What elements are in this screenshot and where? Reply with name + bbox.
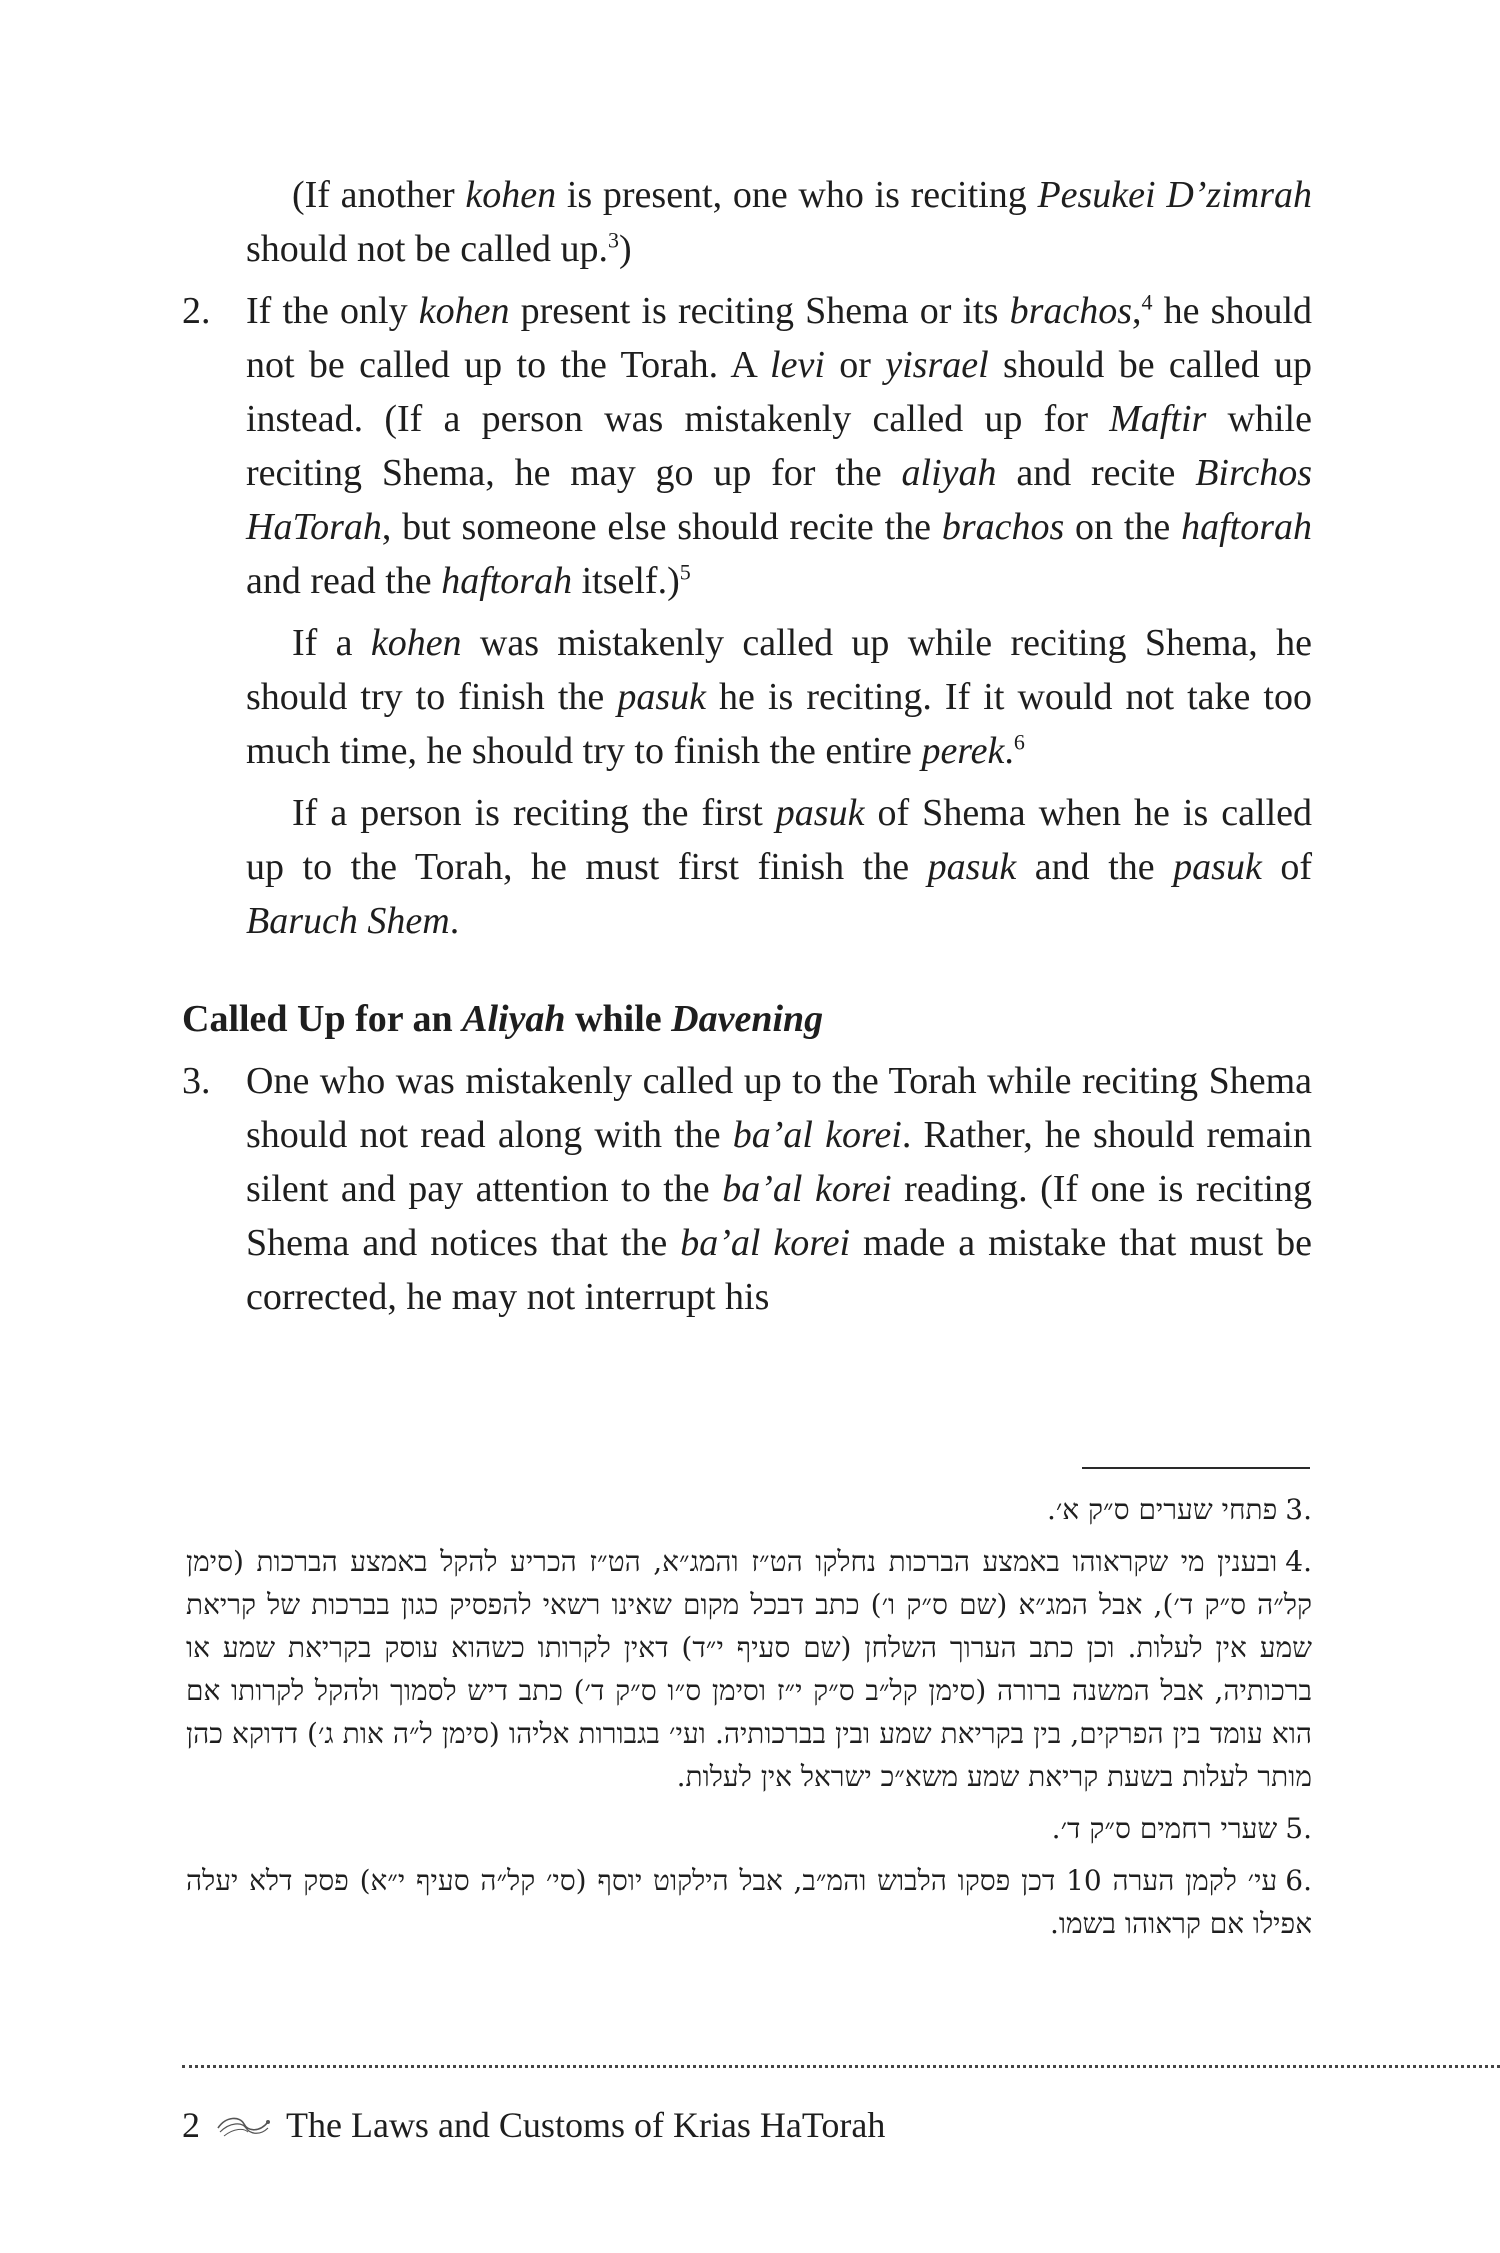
footnote-number: .6 bbox=[1285, 1864, 1312, 1897]
text-run: he is reciting. If it would not take too much time, he should try to finish the entire bbox=[246, 676, 1312, 772]
italic-term: Baruch Shem bbox=[246, 900, 450, 942]
footnote-text: שערי רחמים ס״ק ד׳. bbox=[1051, 1812, 1278, 1845]
text-run: or bbox=[824, 344, 886, 386]
italic-term: Birchos HaTorah bbox=[246, 452, 1313, 548]
footnote-text: ובענין מי שקראוהו באמצע הברכות נחלקו הט״ז והמג״א, הט״ז הכריע להקל באמצע הברכות (סימן קל״ה ס״ק ד׳), אבל המג״א (שם ס״ק ו׳) כתב דבכל מקום שאינו רשאי להפסיק כגון בברכות של קריאת שמע אין לעלות. וכן כתב הערוך השלחן (שם סעיף י״ד) דאין לקרותו כשהוא עוסק בקריאת שמע או ברכותיה, אבל המשנה ברורה (סימן קל״ב ס״ק י״ז וסימן ס״ו ס״ק ד׳) כתב דיש לסמוך ולהקל לקרותו אם הוא עומד בין הפרקים, בין בקריאת שמע ובין בברכותיה. ועי׳ בגבורות אליהו (סימן ל״ה אות ג׳) דדוקא כהן מותר לעלות בשעת קריאת שמע משא״כ ישראל אין לעלות. bbox=[186, 1545, 1312, 1793]
italic-term: kohen bbox=[418, 290, 510, 332]
text-run: while reciting Shema, he may go up for the bbox=[246, 398, 1312, 494]
footnote-number: .4 bbox=[1285, 1545, 1312, 1578]
footnotes bbox=[186, 1488, 1312, 1954]
text-run: If a bbox=[292, 622, 371, 664]
footnote-5 bbox=[186, 1807, 1312, 1850]
text-run: (If another bbox=[292, 174, 466, 216]
text-run: made a mistake that must be corrected, he may not interrupt his bbox=[246, 1222, 1312, 1318]
paragraph-kohen-pesukei-dzimrah bbox=[182, 168, 1312, 276]
italic-term: perek bbox=[921, 730, 1005, 772]
italic-term: pasuk bbox=[927, 846, 1017, 888]
italic-term: pasuk bbox=[775, 792, 865, 834]
footnote-ref: 4 bbox=[1141, 289, 1153, 315]
text-run: If the only bbox=[246, 290, 419, 332]
heading-text: while bbox=[565, 998, 672, 1040]
italic-term: kohen bbox=[465, 174, 557, 216]
text-run: One who was mistakenly called up to the Torah while reciting Shema should not read along with the bbox=[246, 1060, 1312, 1156]
main-text bbox=[182, 168, 1312, 1332]
footnote-text: עי׳ לקמן הערה 10 דכן פסקו הלבוש והמ״ב, אבל הילקוט יוסף (סי׳ קל״ה סעיף י״א) פסק דלא יעלה אפילו אם קראוהו בשמו. bbox=[186, 1864, 1312, 1940]
italic-term: haftorah bbox=[441, 560, 573, 602]
footnote-number: .3 bbox=[1285, 1493, 1312, 1526]
text-run: on the bbox=[1064, 506, 1182, 548]
text-run: of bbox=[1261, 846, 1312, 888]
text-run: ) bbox=[618, 228, 632, 270]
item-number: 2. bbox=[182, 290, 211, 332]
footnote-4 bbox=[186, 1540, 1312, 1798]
footnote-text: פתחי שערים ס״ק א׳. bbox=[1046, 1493, 1278, 1526]
text-run: of Shema when he is called up to the Torah, he must first finish the bbox=[246, 792, 1312, 888]
paragraph-kohen-mistakenly-called bbox=[182, 616, 1312, 778]
italic-term: kohen bbox=[370, 622, 462, 664]
text-run: and read the bbox=[246, 560, 442, 602]
italic-term: brachos bbox=[941, 506, 1065, 548]
page-footer bbox=[182, 2100, 885, 2150]
text-run: If a person is reciting the first bbox=[292, 792, 776, 834]
text-run: . Rather, he should remain silent and pay attention to the bbox=[246, 1114, 1312, 1210]
fleuron-ornament-icon bbox=[214, 2110, 272, 2140]
italic-term: levi bbox=[770, 344, 825, 386]
italic-term: haftorah bbox=[1181, 506, 1312, 548]
text-run: . bbox=[449, 900, 460, 942]
footnote-3 bbox=[186, 1488, 1312, 1531]
text-run: is present, one who is reciting bbox=[556, 174, 1038, 216]
paragraph-first-pasuk bbox=[182, 786, 1312, 948]
italic-term: yisrael bbox=[885, 344, 989, 386]
footnote-ref: 3 bbox=[607, 227, 619, 253]
heading-text: Called Up for an bbox=[182, 998, 463, 1040]
footer-dotted-rule bbox=[182, 2065, 1500, 2068]
italic-term: ba’al korei bbox=[680, 1222, 851, 1264]
italic-term: ba’al korei bbox=[732, 1114, 902, 1156]
italic-term: aliyah bbox=[901, 452, 997, 494]
italic-term: Pesukei D’zimrah bbox=[1037, 174, 1312, 216]
text-run: , bbox=[1132, 290, 1142, 332]
italic-term: Maftir bbox=[1109, 398, 1207, 440]
footnote-number: .5 bbox=[1285, 1812, 1312, 1845]
section-heading bbox=[182, 992, 1312, 1046]
heading-italic: Davening bbox=[671, 998, 824, 1040]
text-run: he should not be called up to the Torah. A bbox=[246, 290, 1313, 386]
item-number: 3. bbox=[182, 1060, 211, 1102]
text-run: was mistakenly called up while reciting Shema, he should try to finish the bbox=[246, 622, 1312, 718]
text-run: itself.) bbox=[572, 560, 680, 602]
text-run: present is reciting Shema or its bbox=[509, 290, 1010, 332]
footnote-6 bbox=[186, 1859, 1312, 1945]
text-run: , but someone else should recite the bbox=[381, 506, 942, 548]
book-title: The Laws and Customs of Krias HaTorah bbox=[286, 2105, 886, 2145]
text-run: should not be called up. bbox=[246, 228, 608, 270]
italic-term: pasuk bbox=[1173, 846, 1262, 888]
footnote-ref: 5 bbox=[679, 559, 691, 585]
text-run: and the bbox=[1016, 846, 1174, 888]
numbered-item-3 bbox=[182, 1054, 1312, 1324]
footnote-ref: 6 bbox=[1013, 729, 1025, 755]
italic-term: ba’al korei bbox=[722, 1168, 892, 1210]
text-run: reading. (If one is reciting Shema and notices that the bbox=[246, 1168, 1312, 1264]
footnote-separator bbox=[1082, 1467, 1310, 1469]
numbered-item-2 bbox=[182, 284, 1312, 608]
text-run: and recite bbox=[996, 452, 1196, 494]
italic-term: brachos bbox=[1009, 290, 1133, 332]
italic-term: pasuk bbox=[617, 676, 706, 718]
text-run: . bbox=[1004, 730, 1014, 772]
page-number: 2 bbox=[182, 2105, 200, 2145]
heading-italic: Aliyah bbox=[462, 998, 566, 1040]
text-run: should be called up instead. (If a person was mistakenly called up for bbox=[246, 344, 1312, 440]
